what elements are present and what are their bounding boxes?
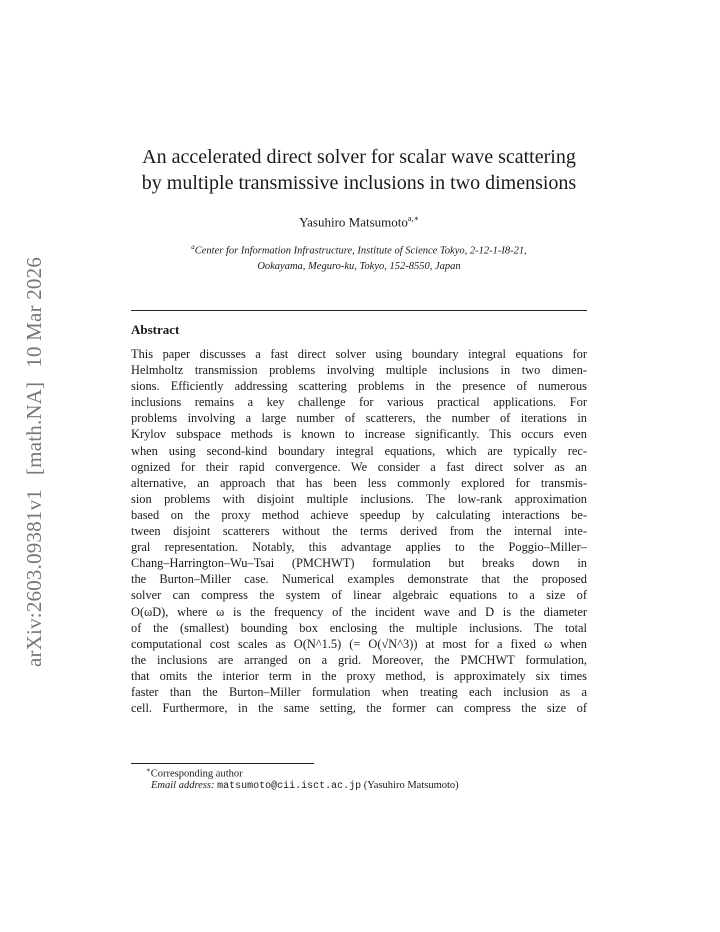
email-label: Email address: [151, 780, 215, 791]
abstract-line: problems involving a large number of scatterers, the number of iterations in [131, 411, 587, 426]
abstract-line: Helmholtz transmission problems involving multiple inclusions in two dimen- [131, 363, 587, 378]
abstract-line: O(ωD), where ω is the frequency of the incident wave and D is the diameter [131, 604, 587, 619]
paper-title [100, 144, 618, 196]
abstract-line: sions. Efficiently addressing scattering problems in the presence of numerous [131, 379, 587, 394]
abstract-line: solver can compress the system of linear algebraic equations to a size of [131, 588, 587, 603]
abstract-line: of the (smallest) bounding box enclosing the multiple inclusions. The total [131, 620, 587, 635]
abstract-line: the Burton–Miller case. Numerical examples demonstrate that the proposed [131, 572, 587, 587]
footnote-corresponding [146, 766, 243, 780]
author-marks: a,∗ [407, 214, 419, 223]
abstract-line: that omits the interior term in the proxy method, is approximately six times [131, 668, 587, 683]
abstract-body [131, 346, 587, 716]
abstract-heading: Abstract [131, 322, 180, 337]
arxiv-sidebar-stamp [22, 232, 46, 692]
arxiv-id: arXiv:2603.09381v1 [22, 489, 46, 668]
abstract-line: when using second-kind boundary integral equations, which are typically rec- [131, 443, 587, 458]
title-line-1: An accelerated direct solver for scalar wave scattering [142, 146, 576, 168]
abstract-line: cell. Furthermore, in the same setting, the former can compress the size of [131, 701, 587, 716]
abstract-line: ognized for their rapid convergence. We consider a fast direct solver as an [131, 459, 587, 474]
abstract-line: This paper discusses a fast direct solver using boundary integral equations for [131, 347, 587, 361]
affiliation-line-1 [110, 240, 608, 259]
abstract-line: Krylov subspace methods is known to increase significantly. This occurs even [131, 427, 587, 442]
footnote-rule [131, 763, 314, 764]
email-address[interactable]: matsumoto@cii.isct.ac.jp [217, 781, 362, 792]
author-name: Yasuhiro Matsumoto [299, 214, 408, 230]
abstract-line: computational cost scales as O(N^1.5) (= O(√N^3)) at most for a fixed ω when [131, 636, 587, 651]
footnote-mark: ∗ [146, 766, 151, 774]
abstract-top-rule [131, 310, 587, 311]
abstract-line: alternative, an approach that has been less commonly explored for transmis- [131, 475, 587, 490]
affiliation-mark: a [191, 243, 195, 251]
footnote-email [151, 780, 459, 792]
abstract-line: sion problems with disjoint multiple inclusions. The low-rank approximation [131, 491, 587, 506]
affiliation-line-2: Ookayama, Meguro-ku, Tokyo, 152-8550, Japan [257, 260, 461, 272]
affiliation-text-1: Center for Information Infrastructure, Institute of Science Tokyo, 2-12-1-I8-21, [194, 245, 527, 257]
title-line-2: by multiple transmissive inclusions in two dimensions [141, 172, 577, 194]
author-line [100, 214, 618, 230]
abstract-line: tween disjoint scatterers without the terms derived from the internal inte- [131, 524, 587, 539]
abstract-line: Chang–Harrington–Wu–Tsai (PMCHWT) formulation but breaks down in [131, 556, 587, 571]
email-owner: (Yasuhiro Matsumoto) [363, 780, 459, 791]
abstract-line: based on the proxy method achieve speedup by calculating interactions be- [131, 507, 587, 522]
abstract-line: faster than the Burton–Miller formulation when treating each inclusion as a [131, 684, 587, 699]
abstract-line: inclusions remains a key challenge for various practical applications. For [131, 395, 587, 410]
affiliation [110, 240, 608, 274]
abstract-line: gral representation. Notably, this advantage applies to the Poggio–Miller– [131, 540, 587, 555]
abstract-line: the inclusions are arranged on a grid. Moreover, the PMCHWT formulation, [131, 652, 587, 667]
arxiv-date: 10 Mar 2026 [22, 256, 46, 368]
footnote-corresponding-text: Corresponding author [150, 768, 243, 780]
arxiv-category: [math.NA] [22, 381, 46, 476]
